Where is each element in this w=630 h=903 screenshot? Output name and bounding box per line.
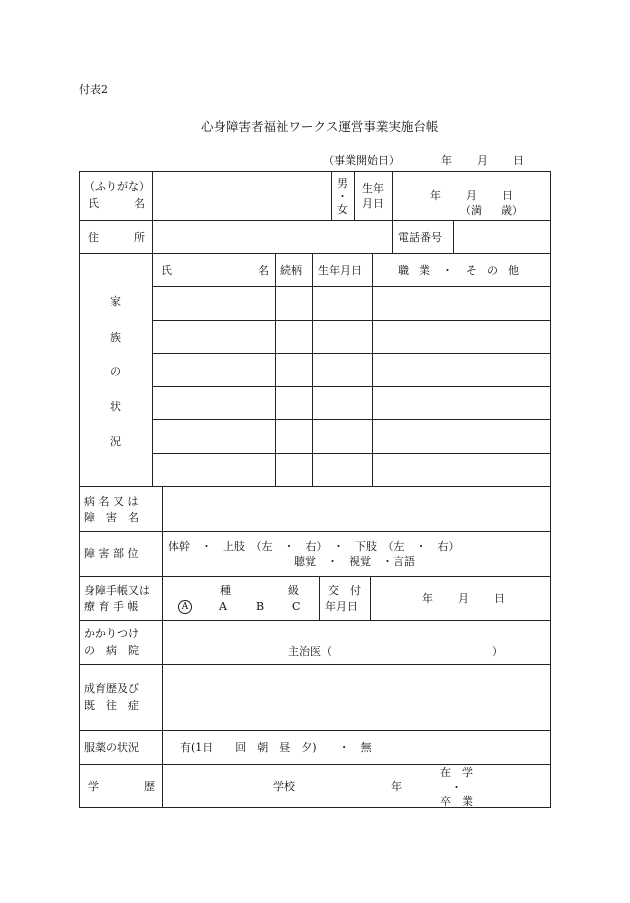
grade-a[interactable]: A — [219, 600, 227, 613]
row-divider — [79, 576, 551, 577]
issue-label-2: 年月日 — [325, 600, 358, 613]
disease-input[interactable] — [163, 487, 550, 530]
doctor-label: 主治医（ — [288, 645, 332, 658]
family-row-divider — [152, 453, 551, 454]
name-input[interactable] — [153, 172, 330, 219]
issue-label-1: 交 付 — [328, 584, 361, 597]
col-divider — [275, 253, 276, 486]
col-job-2: 業 — [419, 264, 430, 277]
phone-input[interactable] — [454, 221, 550, 252]
disability-part-line2: 聴覚 ・ 視覚 ・言語 — [294, 555, 415, 568]
address-label-1: 住 — [88, 231, 99, 244]
form-title: 心身障害者福祉ワークス運営事業実施台帳 — [201, 119, 439, 134]
gender-female[interactable]: 女 — [337, 203, 348, 216]
col-divider — [372, 253, 373, 486]
col-divider — [312, 253, 313, 486]
row-divider — [79, 253, 551, 254]
handbook-label-1: 身障手帳又は — [84, 584, 150, 597]
col-job-5: の — [487, 264, 498, 277]
appendix-label: 付表2 — [79, 83, 108, 96]
family-row-divider — [152, 320, 551, 321]
col-divider — [162, 486, 163, 808]
row-divider — [79, 764, 551, 765]
col-divider — [370, 576, 371, 620]
start-day: 日 — [513, 154, 524, 167]
family-side-5: 況 — [110, 435, 121, 448]
name-label-2: 名 — [134, 197, 145, 210]
col-divider — [152, 253, 153, 486]
col-divider — [319, 576, 320, 620]
doctor-close: ） — [492, 645, 503, 658]
row-divider — [79, 730, 551, 731]
disease-label-2: 障 害 名 — [84, 511, 139, 524]
family-row-divider — [152, 419, 551, 420]
col-divider — [354, 171, 355, 220]
furigana-label: （ふりがな） — [84, 180, 150, 193]
address-label-2: 所 — [134, 231, 145, 244]
family-side-2: 族 — [110, 331, 121, 344]
age-close: 歳） — [501, 204, 523, 217]
col-job-3: ・ — [442, 264, 453, 277]
address-input[interactable] — [153, 221, 391, 252]
birth-year: 年 — [430, 189, 441, 202]
age-open: （満 — [460, 204, 482, 217]
start-month: 月 — [477, 154, 488, 167]
col-relation: 続柄 — [280, 264, 302, 277]
history-label-1: 成育歴及び — [84, 682, 139, 695]
birth-label-2: 月日 — [362, 197, 384, 210]
family-row-divider — [152, 386, 551, 387]
col-job-1: 職 — [398, 264, 409, 277]
family-row-divider — [152, 286, 551, 287]
col-job-4: そ — [466, 264, 477, 277]
birth-label-1: 生年 — [362, 182, 384, 195]
col-name-2: 名 — [258, 264, 269, 277]
disability-part-line1: 体幹 ・ 上肢 （左 ・ 右） ・ 下肢 （左 ・ 右） — [168, 540, 460, 553]
name-label-1: 氏 — [88, 197, 99, 210]
handbook-grade-1: 種 — [220, 584, 231, 597]
col-job-6: 他 — [508, 264, 519, 277]
col-name-1: 氏 — [161, 264, 172, 277]
hospital-label-2: の 病 院 — [84, 644, 139, 657]
disability-part-label: 障 害 部 位 — [84, 547, 139, 560]
status-dot: ・ — [451, 781, 462, 794]
row-divider — [79, 531, 551, 532]
row-divider — [79, 620, 551, 621]
col-divider — [392, 171, 393, 253]
grade-c[interactable]: C — [292, 600, 301, 613]
issue-month: 月 — [458, 592, 469, 605]
history-label-2: 既 往 症 — [84, 699, 139, 712]
history-input[interactable] — [163, 665, 550, 729]
issue-day: 日 — [494, 592, 505, 605]
doctor-input[interactable] — [340, 640, 488, 660]
grade-a-circled[interactable] — [178, 599, 192, 614]
gender-male[interactable]: 男 — [337, 177, 348, 190]
grade-a-circle-mark: A — [178, 600, 192, 614]
issue-year: 年 — [422, 592, 433, 605]
grade-b[interactable]: B — [256, 600, 265, 613]
handbook-grade-2: 級 — [288, 584, 299, 597]
start-year: 年 — [441, 154, 452, 167]
birth-month: 月 — [466, 189, 477, 202]
status-enrolled[interactable]: 在 学 — [440, 766, 473, 779]
birth-day: 日 — [502, 189, 513, 202]
medication-label: 服薬の状況 — [84, 741, 139, 754]
education-label-2: 歴 — [144, 780, 155, 793]
education-label-1: 学 — [88, 780, 99, 793]
status-graduated[interactable]: 卒 業 — [440, 795, 473, 808]
gender-dot: ・ — [337, 190, 348, 203]
family-row-divider — [152, 353, 551, 354]
phone-label: 電話番号 — [398, 231, 442, 244]
col-birth: 生年月日 — [318, 264, 362, 277]
family-side-4: 状 — [110, 400, 121, 413]
disease-label-1: 病 名 又 は — [84, 495, 139, 508]
family-side-3: の — [110, 365, 121, 378]
school-label: 学校 — [273, 780, 295, 793]
start-date-label: （事業開始日） — [323, 154, 400, 167]
education-year: 年 — [391, 780, 402, 793]
handbook-label-2: 療 育 手 帳 — [84, 600, 139, 613]
medication-text: 有(1日 回 朝 昼 夕) ・ 無 — [180, 741, 372, 754]
col-divider — [331, 171, 332, 220]
family-side-1: 家 — [110, 295, 121, 308]
hospital-label-1: かかりつけ — [84, 627, 139, 640]
